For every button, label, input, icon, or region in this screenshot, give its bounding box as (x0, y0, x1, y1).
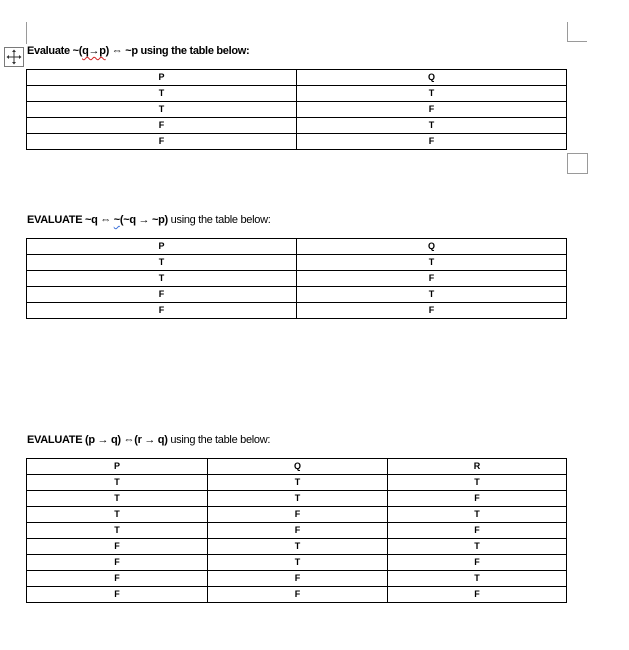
table-cell[interactable]: F (27, 571, 208, 587)
table-row (27, 303, 567, 319)
table-row (27, 491, 567, 507)
table-cell[interactable]: T (208, 491, 388, 507)
table-row (27, 102, 567, 118)
page-corner-mark-top-right (567, 41, 587, 42)
table-cell[interactable]: F (297, 271, 567, 287)
table-cell[interactable]: T (27, 271, 297, 287)
page-corner-mark-top-right (567, 22, 568, 42)
move-icon (6, 49, 22, 65)
table-cell[interactable]: F (388, 491, 567, 507)
table-cell[interactable]: T (208, 475, 388, 491)
section2-truth-table (26, 238, 567, 319)
table-header-row (27, 70, 567, 86)
table-cell[interactable]: T (27, 491, 208, 507)
table-cell[interactable]: F (208, 507, 388, 523)
table-cell[interactable]: F (27, 287, 297, 303)
table-row (27, 255, 567, 271)
section1-heading: Evaluate ~(q→p) ⇔ ~p using the table below: (27, 45, 250, 57)
table-cell[interactable]: T (27, 86, 297, 102)
section3-truth-table (26, 458, 567, 603)
table-row (27, 271, 567, 287)
column-header-p[interactable]: P (27, 70, 297, 86)
column-header-r[interactable]: R (388, 459, 567, 475)
table-cell[interactable]: T (388, 475, 567, 491)
table-cell[interactable]: T (27, 507, 208, 523)
table-cell[interactable]: F (27, 555, 208, 571)
table-cell[interactable]: T (388, 571, 567, 587)
table-cell[interactable]: F (208, 571, 388, 587)
table-cell[interactable]: F (208, 587, 388, 603)
table-row (27, 118, 567, 134)
table-cell[interactable]: F (297, 134, 567, 150)
table-row (27, 86, 567, 102)
table-row (27, 539, 567, 555)
table-cell[interactable]: T (388, 507, 567, 523)
page-corner-mark-top-left (26, 22, 27, 44)
table-cell[interactable]: F (27, 303, 297, 319)
section1-truth-table (26, 69, 567, 150)
table-header-row (27, 459, 567, 475)
table-cell[interactable]: F (388, 587, 567, 603)
table-cell[interactable]: T (27, 523, 208, 539)
table-row (27, 507, 567, 523)
table-move-handle[interactable] (4, 47, 24, 67)
table-cell[interactable]: F (388, 555, 567, 571)
column-header-p[interactable]: P (27, 459, 208, 475)
table-row (27, 523, 567, 539)
column-header-q[interactable]: Q (208, 459, 388, 475)
column-header-q[interactable]: Q (297, 239, 567, 255)
section3-heading: EVALUATE (p → q) ⇔(r → q) using the table below: (27, 434, 271, 446)
table-cell[interactable]: F (27, 587, 208, 603)
table-row (27, 555, 567, 571)
table-row (27, 475, 567, 491)
table-cell[interactable]: F (297, 102, 567, 118)
table-cell[interactable]: F (27, 134, 297, 150)
table-header-row (27, 239, 567, 255)
table-cell[interactable]: T (27, 255, 297, 271)
column-header-q[interactable]: Q (297, 70, 567, 86)
table-cell[interactable]: T (208, 539, 388, 555)
table-cell[interactable]: F (388, 523, 567, 539)
table-cell[interactable]: T (27, 102, 297, 118)
column-header-p[interactable]: P (27, 239, 297, 255)
table-cell[interactable]: F (27, 118, 297, 134)
table-row (27, 571, 567, 587)
section2-heading: EVALUATE ~q ⇔ ~(~q → ~p) using the table below: (27, 214, 271, 226)
table-cell[interactable]: T (297, 118, 567, 134)
table-cell[interactable]: F (208, 523, 388, 539)
table-cell[interactable]: T (27, 475, 208, 491)
table-cell[interactable]: T (388, 539, 567, 555)
table-row (27, 134, 567, 150)
table-row (27, 587, 567, 603)
table-cell[interactable]: T (297, 287, 567, 303)
table-end-marker (567, 153, 588, 174)
table-cell[interactable]: T (297, 255, 567, 271)
table-cell[interactable]: T (297, 86, 567, 102)
table-cell[interactable]: F (27, 539, 208, 555)
table-cell[interactable]: T (208, 555, 388, 571)
table-row (27, 287, 567, 303)
table-cell[interactable]: F (297, 303, 567, 319)
